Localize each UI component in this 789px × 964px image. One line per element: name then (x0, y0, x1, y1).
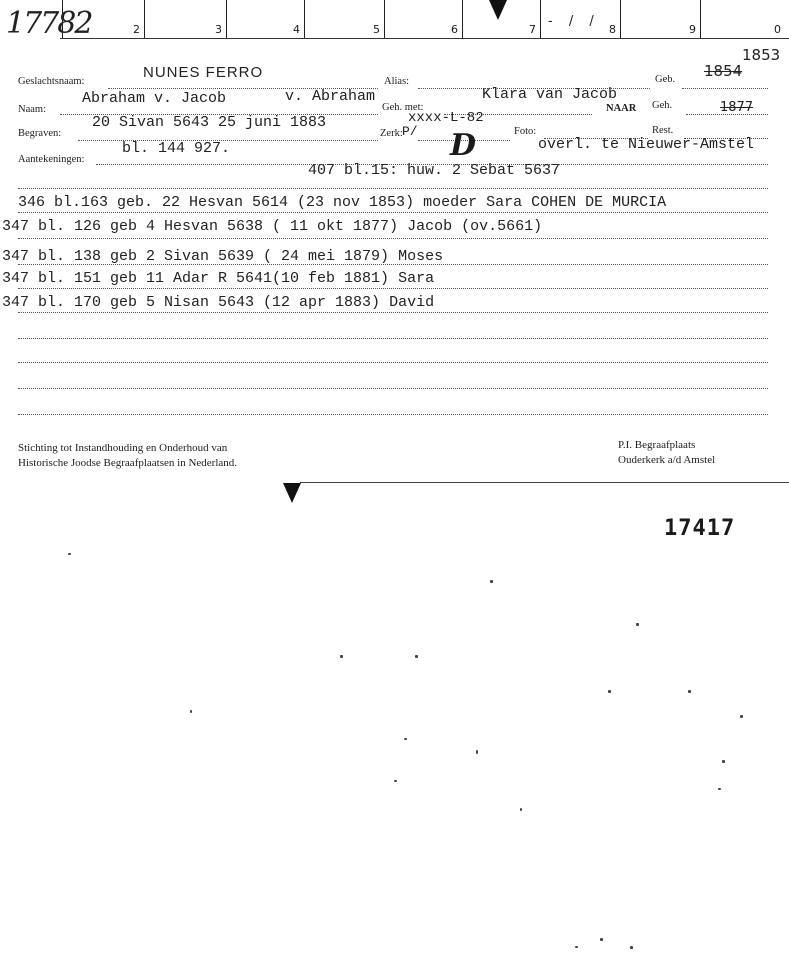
marker-triangle-bottom (283, 483, 301, 503)
value-geh-year: 1877 (720, 100, 754, 115)
column-number: 7 (529, 23, 536, 36)
dots-empty-1 (18, 338, 768, 339)
strip-cell-5 (304, 0, 385, 38)
label-geh: Geh. (652, 100, 673, 111)
label-foto: Foto: (514, 126, 537, 137)
speck (608, 690, 611, 693)
speck (68, 553, 71, 555)
entry-line: 347 bl. 151 geb 11 Adar R 5641(10 feb 1881) Sara (2, 270, 435, 287)
speck (476, 750, 478, 754)
label-aantekeningen: Aantekeningen: (18, 154, 85, 165)
footer-left (18, 441, 237, 471)
strip-cell-3 (144, 0, 227, 38)
value-naar: NAAR (606, 103, 637, 114)
dots-entry-4 (18, 288, 768, 289)
strip-cell-6 (384, 0, 463, 38)
column-number: 8 (609, 23, 616, 36)
strip-cell-4 (226, 0, 305, 38)
value-alias: v. Abraham (285, 88, 376, 105)
dots-entry-5 (18, 312, 768, 313)
column-number: 6 (451, 23, 458, 36)
speck (340, 655, 343, 658)
column-number: 0 (774, 23, 781, 36)
entry-line: 347 bl. 138 geb 2 Sivan 5639 ( 24 mei 1879) Moses (2, 248, 444, 265)
column-number: 2 (133, 23, 140, 36)
speck (490, 580, 493, 583)
footer-right (618, 438, 715, 468)
dots-empty-3 (18, 388, 768, 389)
footer-left-line1: Stichting tot Instandhouding en Onderhoud van (18, 442, 228, 454)
strip-cell-10 (700, 0, 785, 38)
label-geslachtsnaam: Geslachtsnaam: (18, 76, 85, 87)
value-aantekeningen: bl. 144 927. (122, 140, 231, 157)
dots-geb (682, 88, 768, 89)
strip-cell-9 (620, 0, 701, 38)
column-strip (0, 0, 789, 38)
value-overl: overl. te Nieuwer-Amstel (538, 136, 755, 153)
speck (740, 715, 743, 718)
speck (722, 760, 725, 763)
dots-row-5 (18, 188, 768, 189)
speck (404, 738, 407, 740)
label-geb: Geb. (655, 74, 676, 85)
speck (190, 710, 192, 713)
value-geb-struck: 1854 (704, 62, 743, 80)
dots-entry-2 (18, 238, 768, 239)
speck (600, 938, 603, 941)
column-number: 9 (689, 23, 696, 36)
entry-line: 347 bl. 126 geb 4 Hesvan 5638 ( 11 okt 1877) Jacob (ov.5661) (2, 218, 543, 235)
value-begraven: 20 Sivan 5643 25 juni 1883 (92, 114, 327, 131)
value-geh-met: Klara van Jacob (482, 86, 618, 103)
dots-empty-4 (18, 414, 768, 415)
entry-line: 346 bl.163 geb. 22 Hesvan 5614 (23 nov 1853) moeder Sara COHEN DE MURCIA (18, 194, 667, 211)
column-number: 3 (215, 23, 222, 36)
card-bottom-edge (300, 482, 789, 483)
entry-line: 347 bl. 170 geb 5 Nisan 5643 (12 apr 1883) David (2, 294, 435, 311)
stamp-number: 17417 (664, 516, 736, 541)
speck (636, 623, 639, 626)
handwritten-card-number: 17782 (6, 6, 92, 41)
dots-entry-3 (18, 264, 768, 265)
speck (575, 946, 578, 948)
label-naam: Naam: (18, 104, 46, 115)
value-naam: Abraham v. Jacob (82, 90, 227, 107)
label-zerk: Zerk: (380, 128, 403, 139)
marker-triangle-top (489, 0, 507, 20)
column-number: 5 (373, 23, 380, 36)
speck (415, 655, 418, 658)
footer-left-line2: Historische Joodse Begraafplaatsen in Nederland. (18, 457, 238, 469)
year-top: 1853 (742, 46, 781, 64)
value-zerk-code: xxxx-L-82 (408, 110, 484, 126)
stamp-letter: D (450, 128, 477, 163)
label-begraven: Begraven: (18, 128, 62, 139)
label-alias: Alias: (384, 76, 410, 87)
speck (520, 808, 522, 811)
strip-underline (60, 38, 789, 39)
footer-right-line1: P.I. Begraafplaats (618, 439, 696, 451)
speck (688, 690, 691, 693)
speck (394, 780, 397, 782)
value-huw: 407 bl.15: huw. 2 Sebat 5637 (308, 162, 561, 179)
dots-entry-1 (18, 212, 768, 213)
label-rest: Rest. (652, 125, 674, 136)
speck (630, 946, 633, 949)
label-geh-met: Geh. met: (382, 102, 424, 113)
value-zerk: P/ (402, 124, 418, 139)
corner-marks: - / / (548, 14, 600, 29)
speck (718, 788, 721, 790)
dots-empty-2 (18, 362, 768, 363)
value-geslachtsnaam: NUNES FERRO (143, 64, 264, 81)
footer-right-line2: Ouderkerk a/d Amstel (618, 454, 716, 466)
column-number: 4 (293, 23, 300, 36)
